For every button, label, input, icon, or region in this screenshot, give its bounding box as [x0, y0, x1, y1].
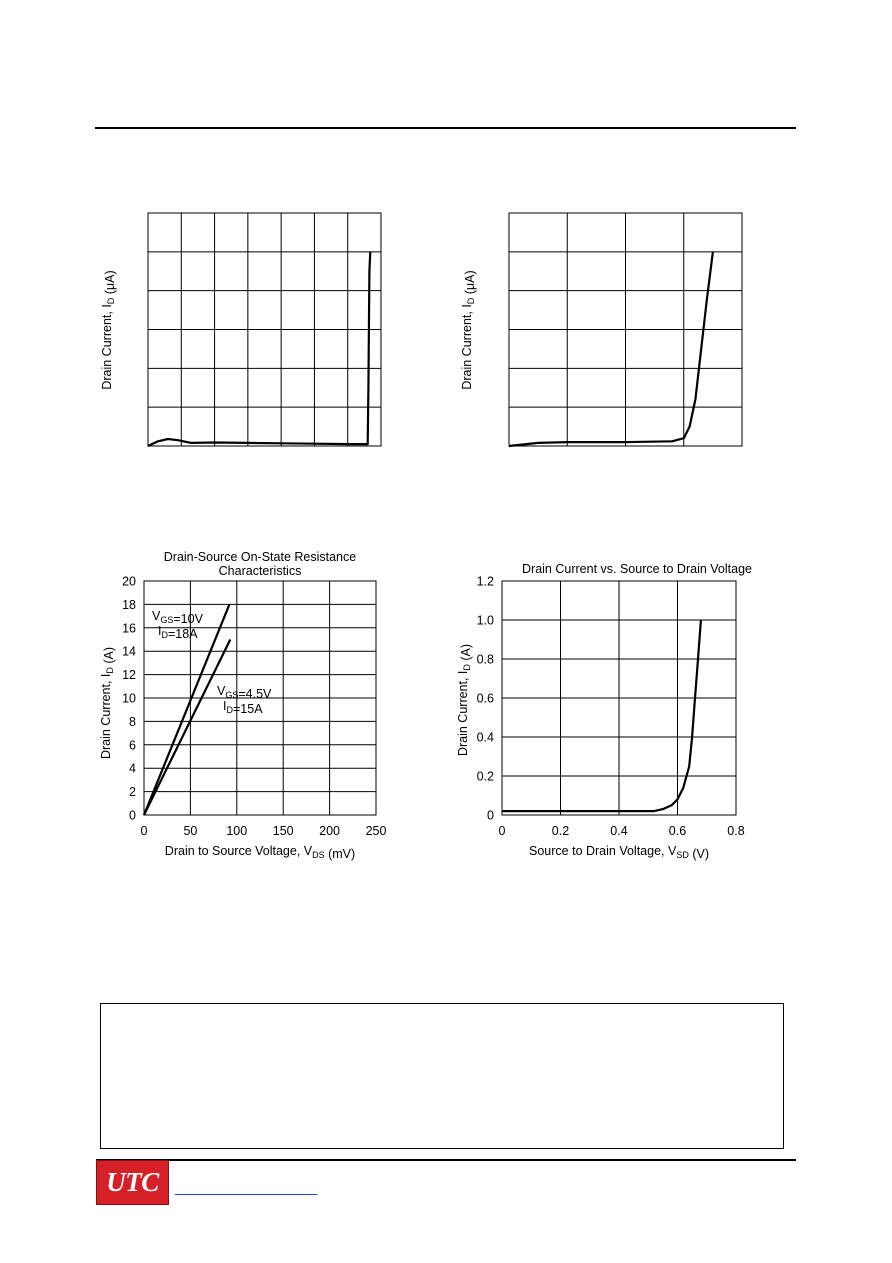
x-tick-label: 0.6 — [668, 824, 687, 838]
x-tick-label: 0 — [498, 824, 506, 838]
utc-logo — [96, 1160, 169, 1205]
footer-rule — [96, 1159, 796, 1161]
x-tick-label: 0 — [140, 824, 148, 838]
series-line — [509, 252, 713, 446]
y-axis-label: Drain Current, $I_D$ (μA) — [100, 270, 117, 390]
x-tick-label: 0.2 — [551, 824, 570, 838]
y-tick-label: 0 — [487, 808, 494, 823]
chart-title: Drain-Source On-State Resistance — [163, 550, 357, 564]
chart-4 — [456, 562, 752, 861]
y-axis-label: Drain Current, $I_D$ (A) — [99, 646, 116, 760]
chart-2 — [460, 213, 742, 446]
y-axis-label: Drain Current, $I_D$ (μA) — [460, 270, 477, 390]
y-tick-label: 4 — [129, 761, 136, 776]
chart-title: Characteristics — [218, 564, 302, 578]
y-tick-label: 1.0 — [476, 613, 494, 628]
y-tick-label: 6 — [129, 738, 136, 753]
y-tick-label: 0.4 — [476, 730, 494, 745]
x-tick-label: 100 — [226, 824, 248, 838]
series-label: $I_D=18A$ — [158, 624, 198, 641]
notice-box — [100, 1003, 784, 1149]
y-tick-label: 18 — [122, 597, 136, 612]
y-tick-label: 0 — [129, 808, 136, 823]
website-link[interactable] — [175, 1194, 317, 1195]
x-tick-label: 250 — [365, 824, 387, 838]
y-tick-label: 12 — [122, 668, 136, 683]
chart-title: Drain Current vs. Source to Drain Voltage — [522, 562, 752, 576]
y-tick-label: 20 — [122, 574, 136, 589]
series-line — [144, 640, 230, 816]
series-label: $V_{GS}=10V$ — [152, 609, 203, 626]
x-tick-label: 0.4 — [610, 824, 628, 838]
series-line — [502, 620, 701, 811]
x-axis-label: Drain to Source Voltage, $V_{DS}$ (mV) — [164, 844, 356, 861]
y-axis-label: Drain Current, $I_D$ (A) — [456, 643, 473, 757]
y-tick-label: 0.2 — [476, 769, 494, 784]
x-tick-label: 200 — [319, 824, 341, 838]
y-tick-label: 0.6 — [476, 691, 494, 706]
chart-1 — [100, 213, 381, 446]
series-label: $I_D=15A$ — [223, 699, 263, 716]
y-tick-label: 1.2 — [476, 574, 494, 589]
x-axis-label: Source to Drain Voltage, $V_{SD}$ (V) — [529, 844, 709, 861]
y-tick-label: 8 — [129, 714, 136, 729]
y-tick-label: 10 — [122, 691, 136, 706]
y-tick-label: 16 — [122, 621, 136, 636]
chart-3 — [99, 550, 386, 861]
series-label: $V_{GS}=4.5V$ — [217, 684, 272, 701]
x-tick-label: 50 — [183, 824, 198, 838]
x-tick-label: 150 — [272, 824, 294, 838]
y-tick-label: 14 — [122, 644, 136, 659]
utc-logo-text: UTC — [106, 1167, 159, 1197]
y-tick-label: 0.8 — [476, 652, 494, 667]
x-tick-label: 0.8 — [727, 824, 745, 838]
y-tick-label: 2 — [129, 785, 136, 800]
